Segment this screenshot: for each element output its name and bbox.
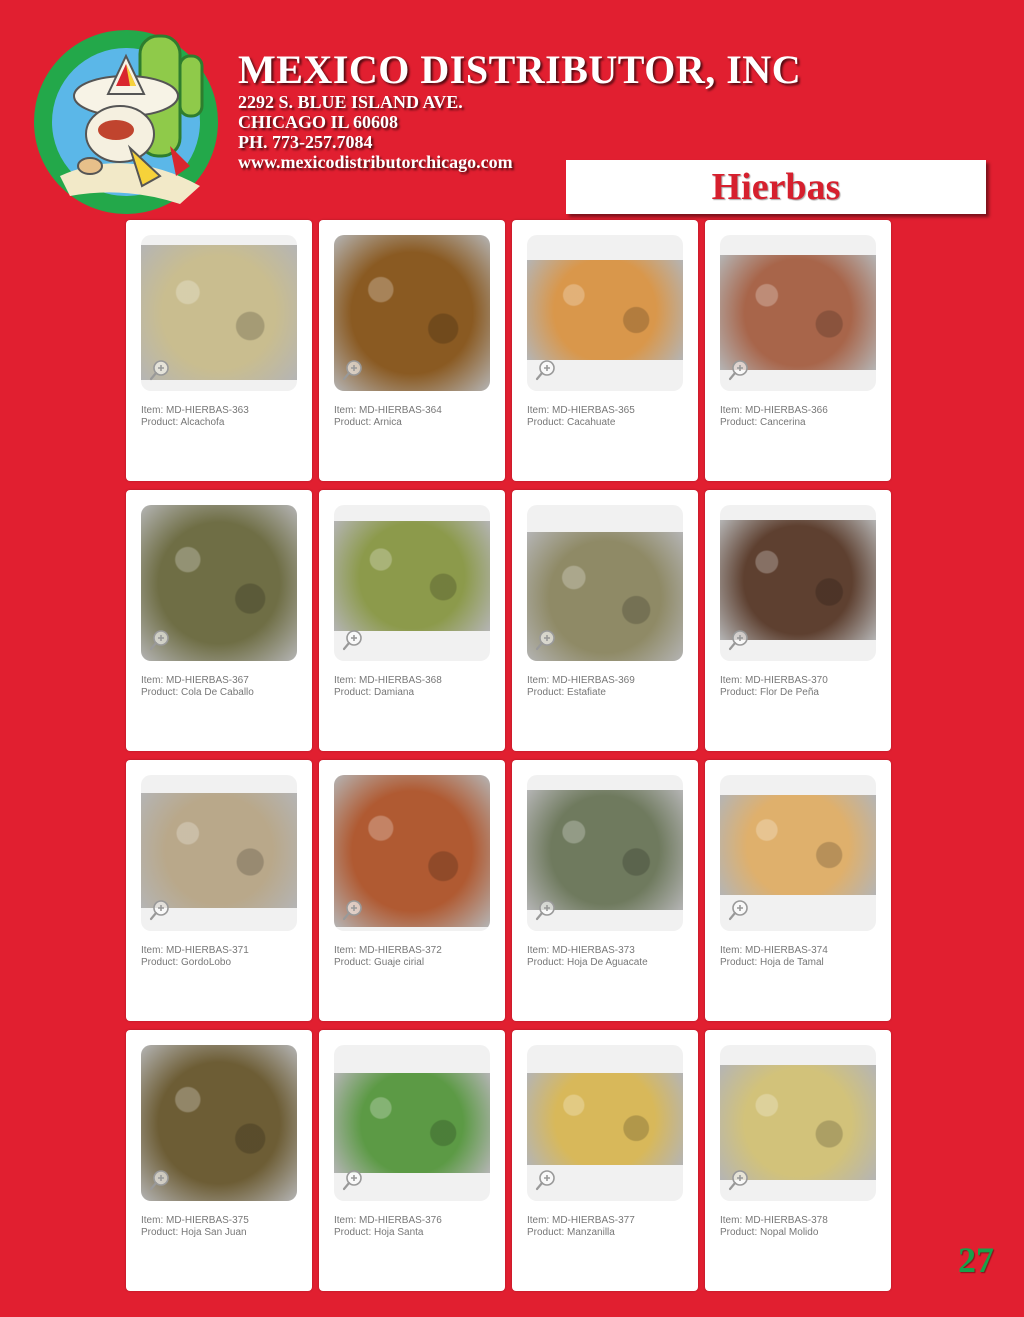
product-photo: [720, 795, 876, 895]
item-code: Item: MD-HIERBAS-369: [527, 675, 635, 686]
product-name: Product: Alcachofa: [141, 417, 225, 428]
product-caption: [334, 1215, 442, 1239]
product-card[interactable]: [319, 490, 505, 751]
product-caption: [720, 945, 828, 969]
zoom-in-icon[interactable]: [535, 1169, 557, 1191]
item-code: Item: MD-HIERBAS-365: [527, 405, 635, 416]
website-link[interactable]: www.mexicodistributorchicago.com: [238, 152, 513, 172]
product-card[interactable]: [512, 220, 698, 481]
product-photo-frame[interactable]: [141, 1045, 297, 1201]
product-grid: [126, 220, 891, 1291]
product-name: Product: Hoja De Aguacate: [527, 957, 648, 968]
product-caption: [720, 1215, 828, 1239]
product-photo: [527, 1073, 683, 1165]
product-card[interactable]: [705, 490, 891, 751]
item-code: Item: MD-HIERBAS-371: [141, 945, 249, 956]
product-name: Product: GordoLobo: [141, 957, 232, 968]
zoom-in-icon[interactable]: [535, 899, 557, 921]
company-info: [238, 48, 801, 172]
zoom-in-icon[interactable]: [535, 629, 557, 651]
section-title-box: [566, 160, 986, 214]
product-caption: [141, 405, 249, 429]
product-caption: [527, 945, 648, 969]
product-photo-frame[interactable]: [141, 505, 297, 661]
product-card[interactable]: [126, 220, 312, 481]
item-code: Item: MD-HIERBAS-366: [720, 405, 828, 416]
product-photo: [720, 1065, 876, 1180]
product-card[interactable]: [126, 490, 312, 751]
company-name: MEXICO DISTRIBUTOR, INC: [238, 47, 802, 92]
product-card[interactable]: [705, 220, 891, 481]
item-code: Item: MD-HIERBAS-373: [527, 945, 635, 956]
product-caption: [720, 675, 828, 699]
product-photo: [334, 1073, 490, 1173]
zoom-in-icon[interactable]: [728, 1169, 750, 1191]
item-code: Item: MD-HIERBAS-375: [141, 1215, 249, 1226]
item-code: Item: MD-HIERBAS-374: [720, 945, 828, 956]
product-photo-frame[interactable]: [334, 235, 490, 391]
product-card[interactable]: [705, 760, 891, 1021]
product-name: Product: Estafiate: [527, 687, 606, 698]
zoom-in-icon[interactable]: [728, 899, 750, 921]
product-card[interactable]: [126, 760, 312, 1021]
product-caption: [141, 945, 249, 969]
product-photo: [141, 793, 297, 908]
product-caption: [334, 405, 442, 429]
zoom-in-icon[interactable]: [342, 899, 364, 921]
company-logo: [30, 26, 222, 218]
product-photo-frame[interactable]: [527, 235, 683, 391]
product-photo-frame[interactable]: [527, 1045, 683, 1201]
product-photo-frame[interactable]: [527, 775, 683, 931]
product-name: Product: Cola De Caballo: [141, 687, 254, 698]
product-photo-frame[interactable]: [527, 505, 683, 661]
product-photo: [527, 790, 683, 910]
product-name: Product: Hoja de Tamal: [720, 957, 824, 968]
zoom-in-icon[interactable]: [149, 359, 171, 381]
product-name: Product: Nopal Molido: [720, 1227, 819, 1238]
product-name: Product: Damiana: [334, 687, 415, 698]
product-photo-frame[interactable]: [141, 775, 297, 931]
product-card[interactable]: [705, 1030, 891, 1291]
product-card[interactable]: [512, 490, 698, 751]
section-title: Hierbas: [711, 166, 841, 208]
product-photo-frame[interactable]: [334, 1045, 490, 1201]
zoom-in-icon[interactable]: [728, 359, 750, 381]
item-code: Item: MD-HIERBAS-377: [527, 1215, 635, 1226]
zoom-in-icon[interactable]: [342, 629, 364, 651]
product-caption: [720, 405, 828, 429]
product-caption: [527, 675, 635, 699]
product-caption: [334, 945, 442, 969]
product-caption: [527, 405, 635, 429]
product-name: Product: Hoja Santa: [334, 1227, 424, 1238]
product-caption: [141, 1215, 249, 1239]
zoom-in-icon[interactable]: [342, 1169, 364, 1191]
product-card[interactable]: [512, 1030, 698, 1291]
product-photo: [720, 255, 876, 370]
product-card[interactable]: [512, 760, 698, 1021]
product-card[interactable]: [319, 1030, 505, 1291]
product-caption: [527, 1215, 635, 1239]
address-line-2: CHICAGO IL 60608: [238, 112, 399, 132]
item-code: Item: MD-HIERBAS-370: [720, 675, 828, 686]
zoom-in-icon[interactable]: [149, 899, 171, 921]
item-code: Item: MD-HIERBAS-367: [141, 675, 249, 686]
item-code: Item: MD-HIERBAS-378: [720, 1215, 828, 1226]
product-name: Product: Manzanilla: [527, 1227, 615, 1238]
product-photo-frame[interactable]: [334, 775, 490, 931]
item-code: Item: MD-HIERBAS-363: [141, 405, 249, 416]
item-code: Item: MD-HIERBAS-376: [334, 1215, 442, 1226]
product-caption: [141, 675, 254, 699]
product-photo-frame[interactable]: [334, 505, 490, 661]
product-card[interactable]: [319, 760, 505, 1021]
product-photo-frame[interactable]: [720, 505, 876, 661]
zoom-in-icon[interactable]: [149, 1169, 171, 1191]
item-code: Item: MD-HIERBAS-364: [334, 405, 442, 416]
product-name: Product: Hoja San Juan: [141, 1227, 247, 1238]
product-photo: [720, 520, 876, 640]
product-caption: [334, 675, 442, 699]
product-card[interactable]: [319, 220, 505, 481]
phone-number: PH. 773-257.7084: [238, 132, 373, 152]
zoom-in-icon[interactable]: [728, 629, 750, 651]
item-code: Item: MD-HIERBAS-372: [334, 945, 442, 956]
product-name: Product: Cacahuate: [527, 417, 616, 428]
product-photo: [527, 260, 683, 360]
zoom-in-icon[interactable]: [149, 629, 171, 651]
item-code: Item: MD-HIERBAS-368: [334, 675, 442, 686]
product-name: Product: Arnica: [334, 417, 402, 428]
page-number: 27: [958, 1240, 994, 1280]
product-card[interactable]: [126, 1030, 312, 1291]
address-line-1: 2292 S. BLUE ISLAND AVE.: [238, 92, 463, 112]
product-photo-frame[interactable]: [141, 235, 297, 391]
product-name: Product: Flor De Peña: [720, 687, 819, 698]
product-photo: [334, 521, 490, 631]
product-photo-frame[interactable]: [720, 775, 876, 931]
zoom-in-icon[interactable]: [535, 359, 557, 381]
product-name: Product: Cancerina: [720, 417, 806, 428]
product-name: Product: Guaje cirial: [334, 957, 425, 968]
product-photo-frame[interactable]: [720, 235, 876, 391]
zoom-in-icon[interactable]: [342, 359, 364, 381]
product-photo-frame[interactable]: [720, 1045, 876, 1201]
